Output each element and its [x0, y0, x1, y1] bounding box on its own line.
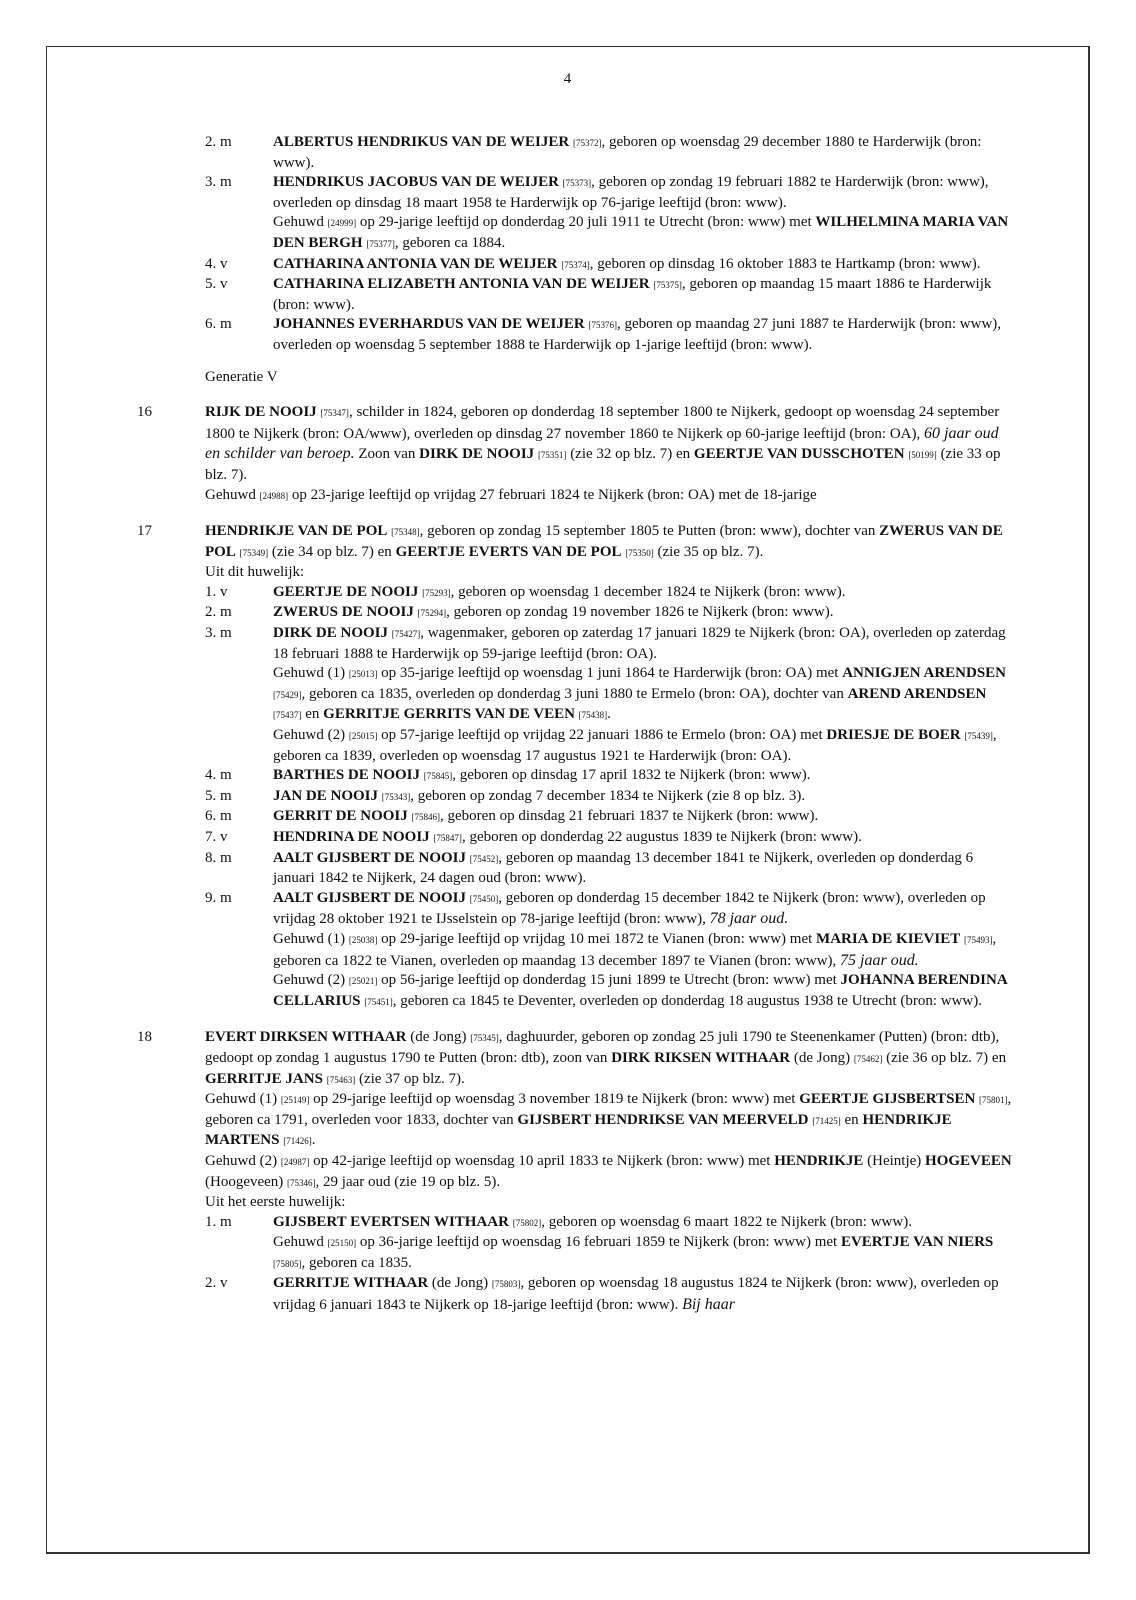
- marriage-line: [273, 930, 1014, 971]
- person-name: RIJK DE NOOIJ: [205, 404, 317, 421]
- person-name: DIRK DE NOOIJ: [419, 446, 535, 463]
- child-text: [273, 624, 1014, 664]
- text-span: (zie 34 op blz. 7) en: [268, 543, 396, 560]
- text-span: , geboren op maandag 13 december 1841 te Nijkerk, overleden op donderdag 6 januari 1842 te Nijkerk, 24 dagen oud (bron: www).: [273, 849, 974, 887]
- child-number: 3. m: [205, 174, 232, 191]
- person-name: AALT GIJSBERT DE NOOIJ: [273, 889, 467, 906]
- person-name: CATHARINA ELIZABETH ANTONIA VAN DE WEIJER: [273, 276, 650, 293]
- person-name: HENDRIKJE: [774, 1152, 864, 1169]
- person-name: JOHANNA BERENDINA CELLARIUS: [273, 972, 1007, 1009]
- child-number: 3. m: [205, 625, 232, 642]
- text-span: (zie 33 op blz. 7).: [205, 446, 1001, 483]
- text-span: , geboren op donderdag 15 december 1842 te Nijkerk (bron: www), overleden op vrijdag 28 oktober 1921 te IJsselstein op 78-jarige leeftijd (bron: www),: [273, 889, 986, 928]
- record-id: [75351]: [537, 450, 567, 461]
- child-text: [273, 1213, 1014, 1234]
- child-number: 5. m: [205, 787, 232, 804]
- child-item: [47, 807, 1088, 828]
- entry-paragraph: [205, 1090, 1014, 1152]
- marriage-line: [273, 664, 1014, 726]
- entry-paragraph: [205, 1152, 1014, 1193]
- text-span: (zie 35 op blz. 7).: [653, 543, 764, 560]
- text-span: , geboren op zondag 19 november 1826 te Nijkerk (bron: www).: [446, 604, 834, 621]
- person-name: WILHELMINA MARIA VAN DEN BERGH: [273, 214, 1009, 251]
- text-span: (zie 36 op blz. 7) en: [882, 1049, 1007, 1066]
- text-span: , geboren op zondag 15 september 1805 te Putten (bron: www), dochter van: [419, 523, 880, 540]
- text-span: , geboren op dinsdag 16 oktober 1883 te Hartkamp (bron: www).: [589, 255, 981, 272]
- text-span: , geboren ca 1835.: [301, 1254, 412, 1271]
- record-id: [75294]: [417, 608, 447, 619]
- generation-heading: Generatie V: [205, 368, 278, 385]
- person-name: ZWERUS DE NOOIJ: [273, 604, 414, 621]
- child-number: 4. v: [205, 255, 228, 272]
- entry-number: 17: [137, 523, 152, 540]
- child-number: 6. m: [205, 316, 232, 333]
- text-span: Gehuwd: [205, 486, 260, 503]
- record-id: [75374]: [561, 259, 590, 270]
- child-item: [47, 583, 1088, 604]
- child-item: [47, 1213, 1088, 1275]
- record-id: [75293]: [422, 587, 451, 598]
- person-name: DIRK DE NOOIJ: [273, 625, 389, 642]
- entry-paragraph: [205, 403, 1014, 485]
- person-name: GERRIT DE NOOIJ: [273, 808, 408, 825]
- text-span: , geboren ca 1839, overleden op woensdag 17 augustus 1921 te Harderwijk (bron: OA).: [273, 727, 997, 764]
- child-text: [273, 828, 1014, 849]
- text-span: op 29-jarige leeftijd op vrijdag 10 mei 1872 te Vianen (bron: www) met: [377, 930, 817, 947]
- person-name: GIJSBERT EVERTSEN WITHAAR: [273, 1213, 509, 1230]
- record-id: [75348]: [391, 527, 420, 538]
- entry-paragraph: [205, 1193, 1014, 1213]
- child-item: [47, 255, 1088, 276]
- record-id: [75427]: [391, 629, 421, 640]
- record-id: [75493]: [964, 934, 993, 945]
- child-text: [273, 807, 1014, 828]
- text-span: Gehuwd: [273, 1234, 328, 1251]
- child-number: 5. v: [205, 276, 228, 293]
- person-name: AREND ARENDSEN: [847, 685, 987, 702]
- record-id: [75437]: [273, 710, 302, 721]
- child-number: 1. m: [205, 1213, 232, 1230]
- record-id: [50199]: [908, 450, 937, 461]
- person-name: AALT GIJSBERT DE NOOIJ: [273, 849, 467, 866]
- record-id: [75452]: [469, 853, 499, 864]
- person-name: JOHANNES EVERHARDUS VAN DE WEIJER: [273, 316, 585, 333]
- person-name: ANNIGJEN ARENDSEN: [842, 665, 1006, 682]
- child-text: [273, 275, 1014, 315]
- text-span: op 36-jarige leeftijd op woensdag 16 februari 1859 te Nijkerk (bron: www) met: [356, 1234, 841, 1251]
- record-id: [75438]: [578, 710, 608, 721]
- person-name: DIRK RIKSEN WITHAAR: [611, 1049, 791, 1066]
- text-span: , geboren op woensdag 29 december 1880 te Harderwijk (bron: www).: [273, 134, 982, 171]
- child-text: [273, 315, 1014, 355]
- child-text: [273, 1274, 1014, 1315]
- text-span: (Hoogeveen): [205, 1173, 288, 1190]
- record-id: [75846]: [411, 812, 441, 823]
- record-id: [75373]: [562, 178, 592, 189]
- child-number: 2. v: [205, 1275, 228, 1292]
- child-number: 4. m: [205, 767, 232, 784]
- text-span: Gehuwd (1): [205, 1091, 281, 1108]
- text-span: (de Jong): [406, 1029, 471, 1046]
- person-name: GEERTJE GIJSBERTSEN: [799, 1091, 976, 1108]
- record-id: [75350]: [625, 547, 654, 558]
- text-span: op 23-jarige leeftijd op vrijdag 27 februari 1824 te Nijkerk (bron: OA) met de 18-jarige: [288, 486, 817, 503]
- record-id: [75377]: [366, 238, 395, 249]
- text-span: en: [840, 1111, 863, 1128]
- person-name: GERRITJE WITHAAR: [273, 1275, 429, 1292]
- text-span: , geboren op dinsdag 17 april 1832 te Nijkerk (bron: www).: [452, 767, 811, 784]
- document-page: [46, 46, 1090, 1554]
- record-id: [75450]: [469, 893, 499, 904]
- child-item: [47, 766, 1088, 787]
- text-span: , schilder in 1824, geboren op donderdag 18 september 1800 te Nijkerk, gedoopt op woensdag 24 september 1800 te Nijkerk (bron: OA/www), overleden op dinsdag 27 november 1860 te Nijkerk op 60-jarige leeftijd (bron: OA),: [205, 404, 1000, 442]
- person-name: ZWERUS VAN DE POL: [205, 523, 1003, 560]
- person-name: HENDRIKJE MARTENS: [205, 1111, 952, 1149]
- child-text: [273, 889, 1014, 930]
- record-id: [24988]: [259, 490, 289, 501]
- text-span: , geboren ca 1822 te Vianen, overleden op maandag 13 december 1897 te Vianen (bron: www),: [273, 930, 997, 969]
- record-id: [75451]: [364, 996, 393, 1007]
- person-name: MARIA DE KIEVIET: [816, 930, 961, 947]
- text-span: , geboren op maandag 15 maart 1886 te Harderwijk (bron: www).: [273, 276, 992, 313]
- child-text: [273, 603, 1014, 624]
- text-span: , geboren op zondag 7 december 1834 te Nijkerk (zie 8 op blz. 3).: [410, 787, 806, 804]
- child-item: [47, 133, 1088, 173]
- entry-paragraph: [205, 486, 1014, 507]
- record-id: [25013]: [348, 669, 378, 680]
- text-span: .: [607, 706, 611, 723]
- child-item: [47, 787, 1088, 808]
- person-entry: [47, 522, 1088, 583]
- text-span: , geboren ca 1845 te Deventer, overleden op donderdag 18 augustus 1938 te Utrecht (bron: www).: [392, 992, 982, 1009]
- child-number: 2. m: [205, 604, 232, 621]
- record-id: [71426]: [283, 1136, 312, 1147]
- person-name: GEERTJE VAN DUSSCHOTEN: [693, 446, 905, 463]
- child-number: 9. m: [205, 889, 232, 906]
- person-name: GEERTJE EVERTS VAN DE POL: [395, 543, 622, 560]
- record-id: [71425]: [812, 1115, 841, 1126]
- child-item: [47, 275, 1088, 315]
- text-span: Gehuwd (2): [205, 1152, 281, 1169]
- child-item: [47, 173, 1088, 254]
- record-id: [75372]: [572, 138, 602, 148]
- record-id: [25149]: [280, 1095, 310, 1106]
- child-text: [273, 173, 1014, 213]
- text-span: , geboren op woensdag 1 december 1824 te Nijkerk (bron: www).: [450, 583, 846, 600]
- record-id: [75346]: [287, 1177, 316, 1188]
- record-id: [24987]: [280, 1156, 310, 1167]
- person-name: EVERTJE VAN NIERS: [840, 1234, 994, 1251]
- child-item: [47, 1274, 1088, 1315]
- text-span: (de Jong): [790, 1049, 854, 1066]
- child-text: [273, 583, 1014, 604]
- record-id: [75847]: [433, 833, 462, 843]
- child-text: [273, 255, 1014, 276]
- person-entry: [47, 403, 1088, 506]
- child-text: [273, 787, 1014, 808]
- marriage-line: [273, 726, 1014, 766]
- text-span: Gehuwd: [273, 214, 328, 231]
- child-item: [47, 889, 1088, 1013]
- entry-number: 18: [137, 1029, 152, 1046]
- person-name: JAN DE NOOIJ: [273, 787, 379, 804]
- text-span: op 29-jarige leeftijd op donderdag 20 juli 1911 te Utrecht (bron: www) met: [356, 214, 816, 231]
- child-item: [47, 624, 1088, 766]
- text-span: Uit dit huwelijk:: [205, 564, 305, 581]
- entry-paragraph: [205, 1028, 1014, 1090]
- text-span: , geboren ca 1791, overleden voor 1833, dochter van: [205, 1091, 1012, 1128]
- record-id: [75375]: [653, 280, 682, 291]
- child-text: [273, 133, 1014, 173]
- child-item: [47, 315, 1088, 355]
- person-name: HENDRINA DE NOOIJ: [273, 829, 430, 845]
- text-span: , geboren op dinsdag 21 februari 1837 te Nijkerk (bron: www).: [440, 808, 819, 825]
- record-id: [25150]: [327, 1238, 357, 1249]
- text-span: op 42-jarige leeftijd op woensdag 10 april 1833 te Nijkerk (bron: www) met: [309, 1152, 775, 1169]
- record-id: [24999]: [327, 218, 357, 229]
- entry-paragraph: [205, 522, 1014, 563]
- record-id: [75343]: [381, 791, 411, 802]
- child-number: 2. m: [205, 134, 232, 150]
- text-span: Gehuwd (2): [273, 727, 349, 744]
- child-item: [47, 849, 1088, 889]
- record-id: [75463]: [326, 1074, 356, 1085]
- record-id: [75345]: [470, 1033, 499, 1044]
- text-span: , daghuurder, geboren op zondag 25 juli 1790 te Steenenkamer (Putten) (bron: dtb), gedoopt op zondag 1 augustus 1790 te Putten (bron: dtb), zoon van: [205, 1029, 1000, 1066]
- person-name: GERRITJE GERRITS VAN DE VEEN: [323, 706, 575, 723]
- record-id: [25015]: [348, 731, 378, 742]
- text-span: , geboren op woensdag 18 augustus 1824 te Nijkerk (bron: www), overleden op vrijdag 6 januari 1843 te Nijkerk op 18-jarige leeftijd (bron: www).: [273, 1275, 999, 1314]
- text-span: , geboren ca 1884.: [394, 234, 506, 251]
- record-id: [75805]: [273, 1258, 302, 1269]
- person-name: GERRITJE JANS: [205, 1070, 323, 1087]
- person-name: GIJSBERT HENDRIKSE VAN MEERVELD: [517, 1111, 809, 1128]
- record-id: [75429]: [273, 689, 302, 700]
- record-id: [75349]: [239, 547, 269, 558]
- record-id: [75376]: [588, 320, 617, 331]
- person-name: DRIESJE DE BOER: [826, 727, 961, 744]
- record-id: [75801]: [979, 1095, 1008, 1106]
- note-text: 78 jaar oud.: [709, 910, 789, 928]
- text-span: , geboren op woensdag 6 maart 1822 te Nijkerk (bron: www).: [541, 1213, 912, 1230]
- record-id: [75347]: [320, 408, 349, 419]
- child-number: 8. m: [205, 849, 232, 866]
- record-id: [75439]: [964, 731, 993, 742]
- child-number: 6. m: [205, 808, 232, 825]
- text-span: Gehuwd (2): [273, 972, 349, 989]
- text-span: , 29 jaar oud (zie 19 op blz. 5).: [315, 1173, 501, 1190]
- record-id: [75802]: [512, 1217, 542, 1228]
- text-span: Gehuwd (1): [273, 930, 349, 947]
- person-name: HOGEVEEN: [925, 1152, 1012, 1169]
- text-span: op 35-jarige leeftijd op woensdag 1 juni 1864 te Harderwijk (bron: OA) met: [377, 665, 843, 682]
- entry-number: 16: [137, 404, 152, 421]
- person-name: ALBERTUS HENDRIKUS VAN DE WEIJER: [273, 134, 570, 150]
- record-id: [75803]: [491, 1279, 521, 1290]
- text-span: en: [301, 706, 324, 723]
- note-text: 60 jaar oud en schilder van beroep.: [205, 424, 999, 463]
- text-span: (zie 37 op blz. 7).: [355, 1070, 465, 1087]
- page-number: 4: [563, 71, 572, 87]
- person-name: BARTHES DE NOOIJ: [273, 767, 421, 784]
- person-name: CATHARINA ANTONIA VAN DE WEIJER: [273, 255, 558, 272]
- text-span: Uit het eerste huwelijk:: [205, 1194, 346, 1211]
- entry-paragraph: [205, 563, 1014, 583]
- text-span: op 56-jarige leeftijd op donderdag 15 juni 1899 te Utrecht (bron: www) met: [377, 972, 841, 989]
- note-text: 75 jaar oud.: [840, 951, 919, 969]
- text-span: op 29-jarige leeftijd op woensdag 3 november 1819 te Nijkerk (bron: www) met: [309, 1091, 800, 1108]
- note-text: Bij haar: [682, 1296, 735, 1314]
- record-id: [75462]: [853, 1053, 883, 1064]
- child-text: [273, 849, 1014, 889]
- text-span: , geboren op maandag 27 juni 1887 te Harderwijk (bron: www), overleden op woensdag 5 september 1888 te Harderwijk op 1-jarige leeftijd (bron: www).: [273, 316, 1002, 353]
- text-span: .: [311, 1132, 316, 1149]
- person-name: HENDRIKJE VAN DE POL: [205, 523, 388, 540]
- child-number: 1. v: [205, 583, 228, 600]
- person-entry: [47, 1028, 1088, 1212]
- text-span: Gehuwd (1): [273, 665, 349, 682]
- text-span: (Heintje): [863, 1152, 926, 1169]
- record-id: [75845]: [423, 771, 453, 782]
- child-item: [47, 828, 1088, 849]
- person-name: HENDRIKUS JACOBUS VAN DE WEIJER: [273, 174, 559, 191]
- person-name: EVERT DIRKSEN WITHAAR: [205, 1029, 407, 1046]
- text-span: op 57-jarige leeftijd op vrijdag 22 januari 1886 te Ermelo (bron: OA) met: [377, 727, 827, 744]
- text-span: Zoon van: [354, 446, 420, 463]
- record-id: [25021]: [348, 976, 378, 987]
- genealogy-content: [47, 133, 1088, 1316]
- child-number: 7. v: [205, 829, 228, 845]
- child-text: [273, 766, 1014, 787]
- text-span: (zie 32 op blz. 7) en: [566, 446, 694, 463]
- text-span: , wagenmaker, geboren op zaterdag 17 januari 1829 te Nijkerk (bron: OA), overleden op zaterdag 18 februari 1888 te Harderwijk op 59-jarige leeftijd (bron: OA).: [273, 625, 1006, 662]
- person-name: GEERTJE DE NOOIJ: [273, 583, 419, 600]
- text-span: , geboren op donderdag 22 augustus 1839 te Nijkerk (bron: www).: [461, 829, 862, 845]
- child-item: [47, 603, 1088, 624]
- record-id: [25038]: [348, 934, 378, 945]
- marriage-line: [273, 213, 1014, 254]
- marriage-line: [273, 1233, 1014, 1274]
- text-span: , geboren op zondag 19 februari 1882 te Harderwijk (bron: www), overleden op dinsdag 18 maart 1958 te Harderwijk op 76-jarige leeftijd (bron: www).: [273, 174, 989, 211]
- marriage-line: [273, 971, 1014, 1012]
- text-span: (de Jong): [428, 1275, 492, 1292]
- text-span: , geboren ca 1835, overleden op donderdag 3 juni 1880 te Ermelo (bron: OA), dochter van: [301, 685, 848, 702]
